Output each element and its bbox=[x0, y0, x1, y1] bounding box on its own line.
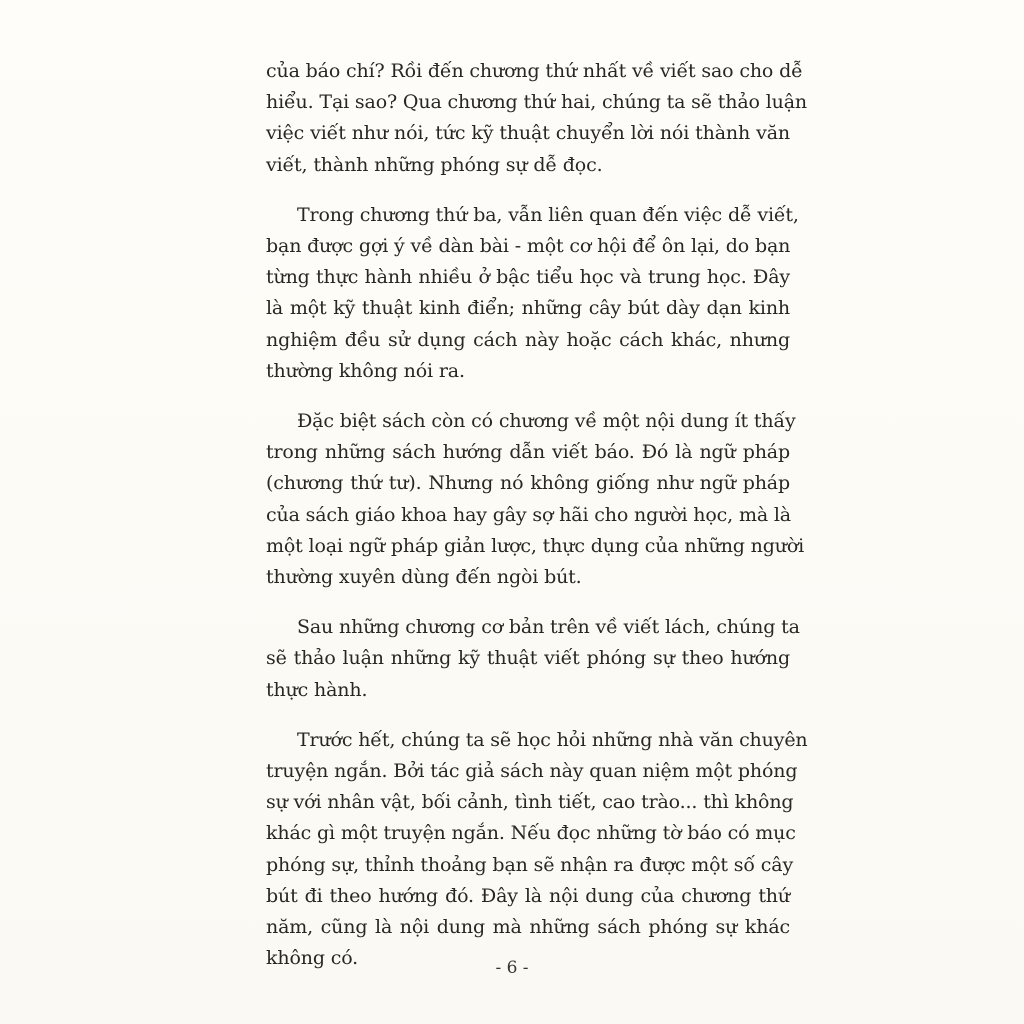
text-line: sẽ thảo luận những kỹ thuật viết phóng sự theo hướng bbox=[266, 647, 790, 670]
text-line: thường xuyên dùng đến ngòi bút. bbox=[266, 566, 582, 589]
text-line: truyện ngắn. Bởi tác giả sách này quan niệm một phóng bbox=[266, 760, 798, 783]
text-line: năm, cũng là nội dung mà những sách phóng sự khác bbox=[266, 916, 790, 939]
text-line: Trước hết, chúng ta sẽ học hỏi những nhà văn chuyên bbox=[297, 728, 808, 751]
paragraph bbox=[266, 406, 805, 593]
text-line: hiểu. Tại sao? Qua chương thứ hai, chúng ta sẽ thảo luận bbox=[266, 91, 807, 114]
text-line: (chương thứ tư). Nhưng nó không giống như ngữ pháp bbox=[266, 472, 790, 495]
text-line: là một kỹ thuật kinh điển; những cây bút dày dạn kinh bbox=[266, 297, 790, 320]
text-line: thực hành. bbox=[266, 678, 368, 701]
text-line: phóng sự, thỉnh thoảng bạn sẽ nhận ra được một số cây bbox=[266, 853, 794, 876]
paragraph bbox=[266, 612, 800, 706]
paragraph bbox=[266, 56, 807, 181]
text-line: Sau những chương cơ bản trên về viết lách, chúng ta bbox=[297, 616, 800, 639]
text-line: bút đi theo hướng đó. Đây là nội dung của chương thứ bbox=[266, 884, 790, 907]
paragraph bbox=[266, 725, 808, 975]
text-line: thường không nói ra. bbox=[266, 359, 465, 382]
paragraph bbox=[266, 200, 799, 387]
text-line: của sách giáo khoa hay gây sợ hãi cho người học, mà là bbox=[266, 503, 791, 526]
text-line: nghiệm đều sử dụng cách này hoặc cách khác, nhưng bbox=[266, 328, 790, 351]
page-number: - 6 - bbox=[495, 958, 529, 978]
text-line: Đặc biệt sách còn có chương về một nội dung ít thấy bbox=[297, 410, 796, 433]
text-line: bạn được gợi ý về dàn bài - một cơ hội để ôn lại, do bạn bbox=[266, 235, 791, 258]
text-line: một loại ngữ pháp giản lược, thực dụng của những người bbox=[266, 534, 805, 557]
text-line: sự với nhân vật, bối cảnh, tình tiết, cao trào... thì không bbox=[266, 791, 794, 814]
text-line: trong những sách hướng dẫn viết báo. Đó là ngữ pháp bbox=[266, 441, 790, 464]
text-line: không có. bbox=[266, 947, 359, 970]
body-text bbox=[266, 56, 808, 993]
text-line: viết, thành những phóng sự dễ đọc. bbox=[266, 153, 603, 176]
text-line: từng thực hành nhiều ở bậc tiểu học và trung học. Đây bbox=[266, 266, 790, 289]
text-line: của báo chí? Rồi đến chương thứ nhất về viết sao cho dễ bbox=[266, 60, 803, 82]
text-line: khác gì một truyện ngắn. Nếu đọc những tờ báo có mục bbox=[266, 822, 796, 845]
text-line: Trong chương thứ ba, vẫn liên quan đến việc dễ viết, bbox=[297, 203, 799, 226]
text-line: việc viết như nói, tức kỹ thuật chuyển lời nói thành văn bbox=[266, 122, 790, 145]
